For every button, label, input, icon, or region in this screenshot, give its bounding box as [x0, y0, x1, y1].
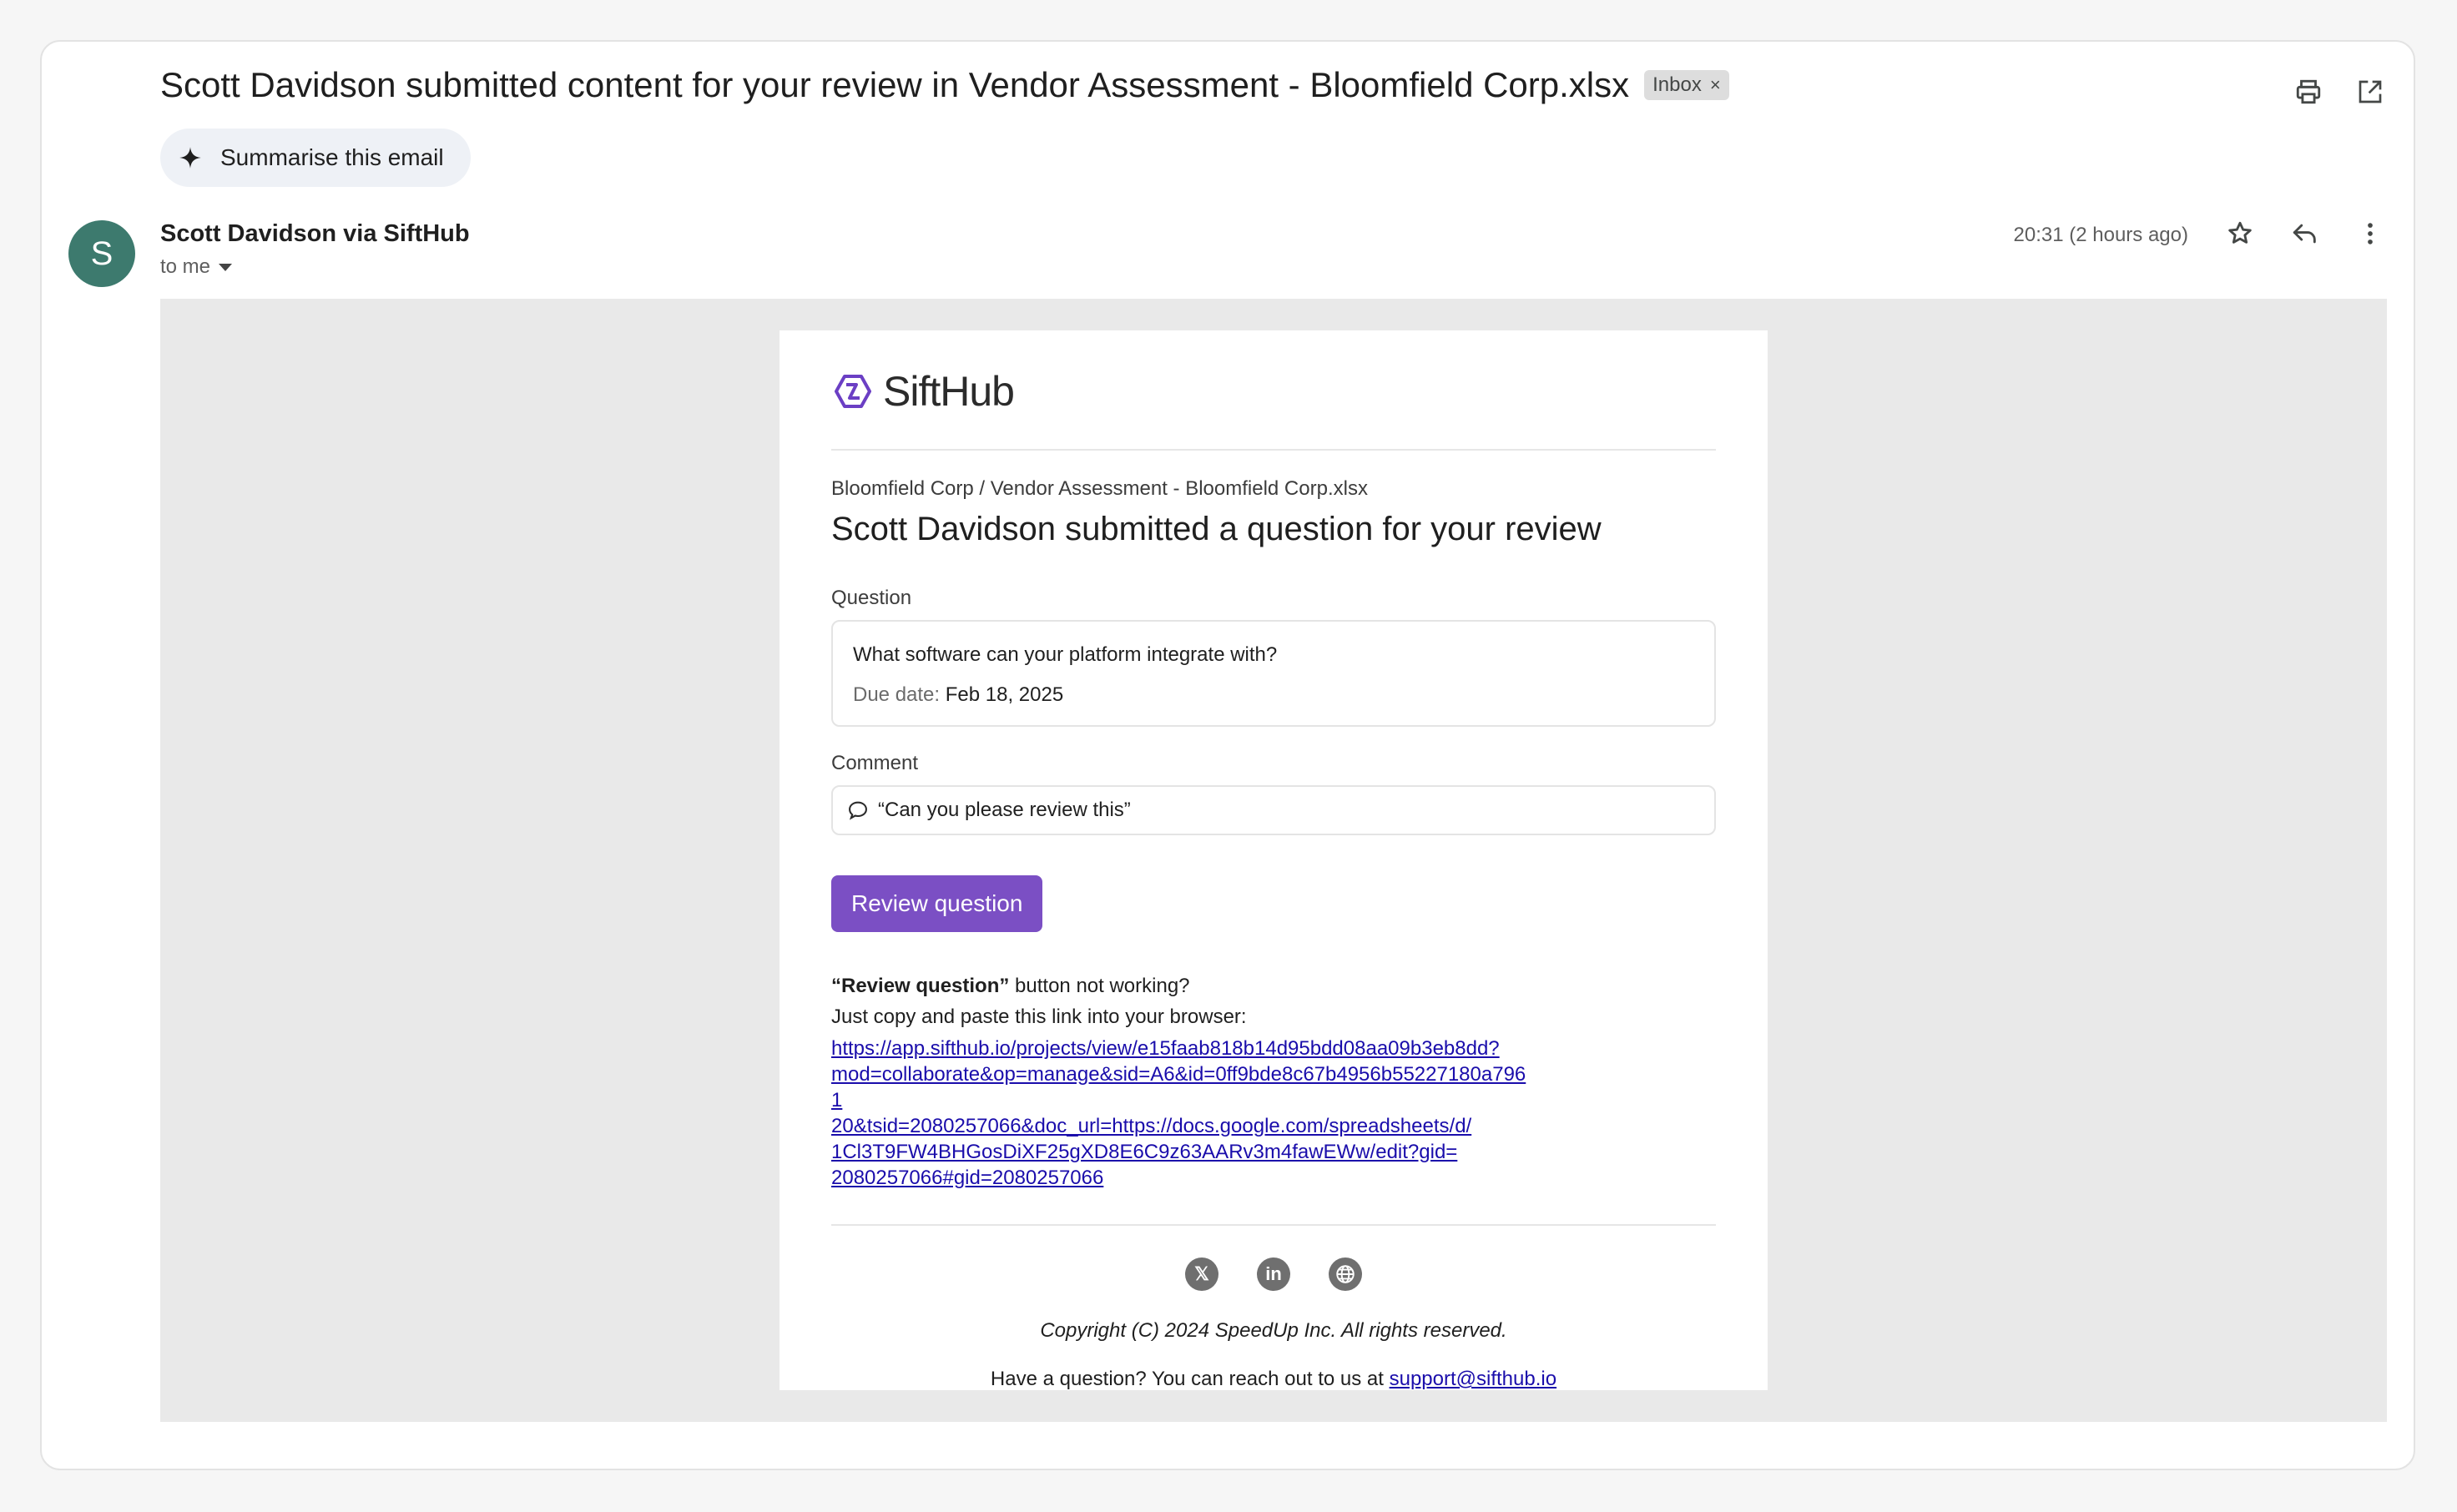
- globe-icon[interactable]: [1329, 1257, 1362, 1291]
- email-view: [40, 40, 2415, 1470]
- divider: [831, 1224, 1716, 1226]
- comment-bubble-icon: [846, 799, 870, 822]
- inbox-label-badge[interactable]: [1644, 70, 1729, 100]
- sender-name[interactable]: Scott Davidson via SiftHub: [160, 220, 470, 247]
- review-link[interactable]: [831, 1036, 1532, 1191]
- more-options-icon[interactable]: [2354, 217, 2387, 250]
- summarise-email-button[interactable]: [160, 129, 471, 187]
- badge-label: Inbox: [1652, 73, 1702, 96]
- copyright-text: Copyright (C) 2024 SpeedUp Inc. All rights reserved.: [1040, 1319, 1507, 1342]
- open-in-new-window-icon[interactable]: [2354, 75, 2387, 108]
- top-actions: [2292, 75, 2387, 108]
- divider: [831, 449, 1716, 451]
- due-date-value: Feb 18, 2025: [945, 683, 1064, 706]
- star-icon[interactable]: [2223, 217, 2257, 250]
- comment-label: Comment: [831, 752, 919, 774]
- support-line: [831, 1368, 1716, 1391]
- brand-header: [831, 362, 1716, 421]
- review-link-line[interactable]: 1Cl3T9FW4BHGosDiXF25gXD8E6C9z63AARv3m4fawEWw/edit?gid=: [831, 1141, 1458, 1163]
- social-links: [831, 1257, 1716, 1291]
- review-question-button[interactable]: Review question: [831, 875, 1042, 932]
- email-subject: [160, 65, 1729, 105]
- support-text: Have a question? You can reach out to us at: [990, 1368, 1390, 1390]
- avatar[interactable]: S: [68, 220, 135, 287]
- breadcrumb: Bloomfield Corp / Vendor Assessment - Bloomfield Corp.xlsx: [831, 477, 1368, 500]
- question-text: What software can your platform integrate with?: [853, 643, 1278, 666]
- email-body-frame: [160, 299, 2387, 1422]
- comment-text: “Can you please review this”: [878, 799, 1131, 821]
- linkedin-icon[interactable]: in: [1257, 1257, 1290, 1291]
- review-link-line[interactable]: 20&tsid=2080257066&doc_url=https://docs.google.com/spreadsheets/d/: [831, 1115, 1472, 1137]
- comment-box: [831, 785, 1716, 835]
- question-box: [831, 620, 1716, 727]
- brand-name: SiftHub: [883, 368, 1014, 415]
- question-label: Question: [831, 587, 912, 609]
- sifthub-logo-icon: [831, 371, 875, 411]
- remove-label-icon[interactable]: ×: [1709, 74, 1721, 95]
- review-link-line[interactable]: mod=collaborate&op=manage&sid=A6&id=0ff9bde8c67b4956b55227180a7961: [831, 1063, 1526, 1111]
- fallback-help: [831, 970, 1716, 1032]
- email-body-card: [779, 330, 1768, 1390]
- page-title: Scott Davidson submitted a question for your review: [831, 511, 1602, 547]
- x-icon[interactable]: 𝕏: [1185, 1257, 1218, 1291]
- recipient-details[interactable]: [160, 255, 232, 279]
- help-bold: “Review question”: [831, 975, 1010, 997]
- support-email-link[interactable]: support@sifthub.io: [1389, 1368, 1557, 1390]
- sparkle-icon: [179, 146, 202, 169]
- due-date-label: Due date:: [853, 683, 941, 706]
- help-rest: button not working?: [1009, 975, 1190, 997]
- help-line-2: Just copy and paste this link into your browser:: [831, 1005, 1247, 1028]
- recipient-label: to me: [160, 255, 211, 278]
- summarise-label: Summarise this email: [220, 144, 444, 170]
- email-timestamp: 20:31 (2 hours ago): [2013, 224, 2188, 246]
- help-line-1: [831, 970, 1716, 1001]
- chevron-down-icon[interactable]: [219, 264, 232, 271]
- due-date: [853, 683, 1694, 707]
- print-icon[interactable]: [2292, 75, 2325, 108]
- review-link-line[interactable]: 2080257066#gid=2080257066: [831, 1167, 1104, 1189]
- review-link-line[interactable]: https://app.sifthub.io/projects/view/e15faab818b14d95bdd08aa09b3eb8dd?: [831, 1037, 1500, 1060]
- subject-text: Scott Davidson submitted content for your review in Vendor Assessment - Bloomfield Corp.xlsx: [160, 65, 1630, 104]
- message-actions: [2223, 217, 2387, 250]
- reply-icon[interactable]: [2288, 217, 2322, 250]
